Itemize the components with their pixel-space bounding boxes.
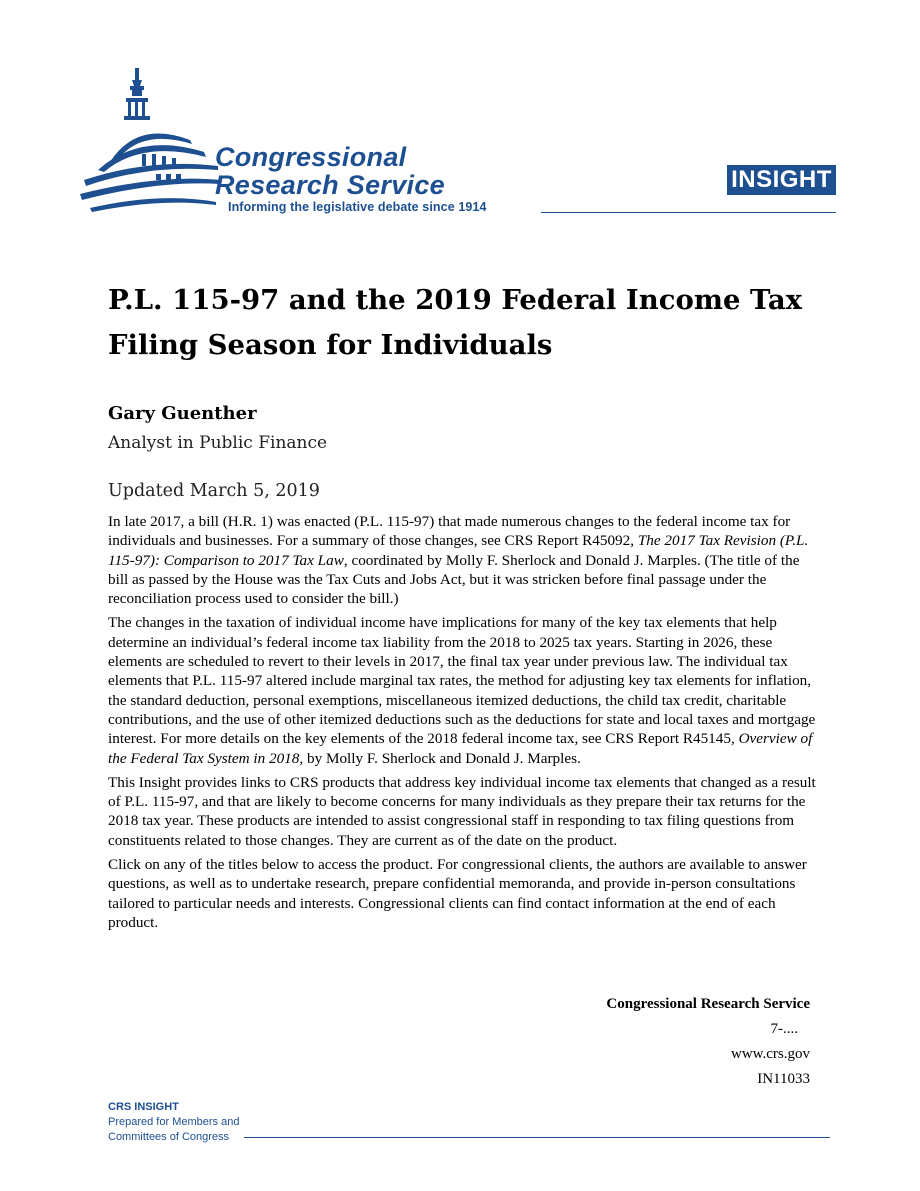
insight-badge: INSIGHT [727, 165, 836, 195]
header-divider [541, 212, 836, 213]
paragraph-1-text-a: In late 2017, a bill (H.R. 1) was enacted (P.L. 115-97) that made numerous changes to the federal income tax for individuals and businesses. For a summary of those changes, see CRS Report R45092, [108, 513, 791, 550]
paragraph-2-text-b: , by Molly F. Sherlock and Donald J. Marples. [299, 749, 581, 767]
footer-website[interactable]: www.crs.gov [730, 1046, 810, 1062]
crs-insight-label [108, 1100, 239, 1145]
footer-org-name: Congressional Research Service [606, 996, 810, 1012]
bottom-label-line2: Prepared for Members and [108, 1116, 240, 1128]
bottom-label-line1: CRS INSIGHT [108, 1101, 179, 1113]
author-title: Analyst in Public Finance [108, 433, 328, 453]
bottom-divider [244, 1137, 830, 1138]
capitol-dome-logo-icon [80, 62, 220, 222]
updated-date: Updated March 5, 2019 [108, 481, 320, 501]
paragraph-2 [108, 613, 823, 767]
org-name-line2: Research Service [215, 170, 445, 200]
org-name-line1: Congressional [215, 142, 407, 172]
paragraph-2-text-a: The changes in the taxation of individual income have implications for many of the key tax elements that help determine an individual’s federal income tax liability from the 2018 to 2025 tax years. Starting in 2026, these elements are scheduled to revert to their levels in 2017, the final tax year under previous law. The individual tax elements that P.L. 115-97 altered include marginal tax rates, the method for adjusting key tax elements for inflation, the standard deduction, personal exemptions, miscellaneous itemized deductions, the child tax credit, charitable contributions, and the use of other itemized deductions such as the deductions for state and local taxes and mortgage interest. For more details on the key elements of the 2018 federal income tax, see CRS Report R45145, [108, 614, 816, 748]
footer-product-id: IN11033 [757, 1071, 810, 1087]
report-title-link-r45145[interactable]: Overview of the Federal Tax System in 2018 [108, 730, 813, 767]
title-line-1: P.L. 115-97 and the 2019 Federal Income Tax [108, 284, 803, 316]
paragraph-1-text-b: , coordinated by Molly F. Sherlock and Donald J. Marples. (The title of the bill as passed by the House was the Tax Cuts and Jobs Act, but it was stricken before final passage under the reconciliation process used to consider the bill.) [108, 551, 800, 608]
crs-logo [80, 62, 540, 222]
paragraph-3: This Insight provides links to CRS products that address key individual income tax elements that changed as a result of P.L. 115-97, and that are likely to become concerns for many individuals as they prepare their tax returns for the 2018 tax year. These products are intended to assist congressional staff in responding to tax filing questions from constituents related to those changes. They are current as of the date on the product. [108, 773, 816, 849]
org-tagline: Informing the legislative debate since 1914 [228, 200, 487, 214]
paragraph-4: Click on any of the titles below to access the product. For congressional clients, the authors are available to answer questions, as well as to undertake research, prepare confidential memoranda, and provide in-person consultations tailored to particular needs and interests. Congressional clients can find contact information at the end of each product. [108, 856, 807, 931]
body-text [108, 512, 823, 937]
document-footer [606, 992, 810, 1092]
bottom-label-line3: Committees of Congress [108, 1131, 230, 1143]
report-title-link-r45092[interactable]: The 2017 Tax Revision (P.L. 115-97): Comparison to 2017 Tax Law [108, 532, 809, 569]
footer-code: 7-.... [770, 1021, 798, 1037]
title-line-2: Filing Season for Individuals [108, 329, 553, 361]
org-name [215, 143, 445, 199]
author-name: Gary Guenther [108, 403, 257, 424]
paragraph-1 [108, 512, 823, 608]
page-title [108, 278, 828, 368]
